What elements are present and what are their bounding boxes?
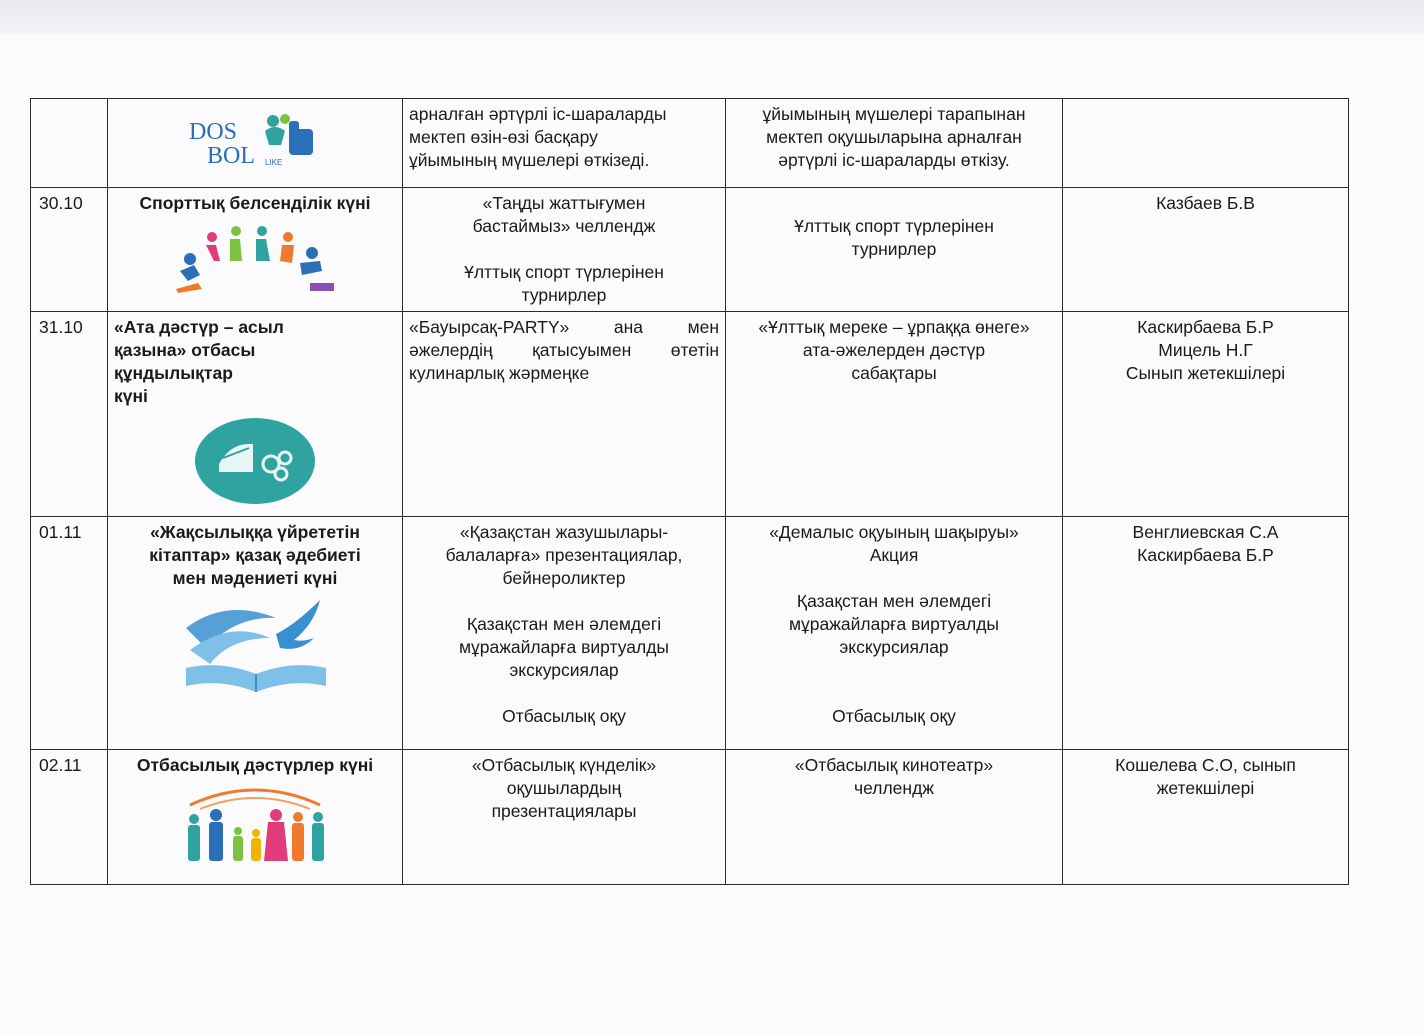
table-row	[31, 312, 1349, 517]
event-title-cell	[108, 312, 403, 517]
book-bird-icon	[180, 598, 330, 694]
activity-cell: Ұлттық спорт түрлерінен турнирлер	[726, 188, 1063, 312]
dos-bol-logo-icon	[185, 111, 325, 171]
scan-top-edge	[0, 0, 1424, 34]
table-row	[31, 517, 1349, 750]
activity-cell: арналған әртүрлі іс-шараларды мектеп өзін-өзі басқару ұйымының мүшелері өткізеді.	[403, 99, 726, 188]
date-cell: 31.10	[31, 312, 108, 517]
event-title: «Жақсылыққа үйрететін кітаптар» қазақ әдебиеті мен мәдениеті күні	[149, 522, 361, 588]
event-title-cell	[108, 517, 403, 750]
table-row	[31, 750, 1349, 885]
date-cell	[31, 99, 108, 188]
responsible-cell: Казбаев Б.В	[1063, 188, 1349, 312]
activity-cell: «Таңды жаттығумен бастаймыз» челлендж Ұлттық спорт түрлерінен турнирлер	[403, 188, 726, 312]
responsible-cell: Венглиевская С.А Каскирбаева Б.Р	[1063, 517, 1349, 750]
table-row	[31, 188, 1349, 312]
responsible-cell: Кошелева С.О, сынып жетекшілері	[1063, 750, 1349, 885]
activity-cell: «Бауырсақ-PARTY» ана мен әжелердің қатысуымен өтетін кулинарлық жәрмеңке	[403, 312, 726, 517]
family-icon	[180, 785, 330, 865]
activity-cell: «Отбасылық күнделік» оқушылардың презентациялары	[403, 750, 726, 885]
date-cell: 30.10	[31, 188, 108, 312]
event-title-cell	[108, 188, 403, 312]
responsible-cell	[1063, 99, 1349, 188]
responsible-cell: Каскирбаева Б.Р Мицель Н.Г Сынып жетекшілері	[1063, 312, 1349, 517]
activity-cell: «Ұлттық мереке – ұрпаққа өнеге» ата-әжелерден дәстүр сабақтары	[726, 312, 1063, 517]
event-title: Спорттық белсенділік күні	[139, 193, 371, 213]
event-title: «Ата дәстүр – асыл қазына» отбасы құндылықтар күні	[114, 317, 284, 406]
event-title-cell	[108, 750, 403, 885]
svg-text:DOS: DOS	[189, 119, 238, 145]
activity-cell: «Отбасылық кинотеатр» челлендж	[726, 750, 1063, 885]
activity-cell: «Қазақстан жазушылары- балаларға» презентациялар, бейнероликтер Қазақстан мен әлемдегі мұражайларға виртуалды экскурсиялар Отбасылық оқу	[403, 517, 726, 750]
activity-cell: «Демалыс оқуының шақыруы» Акция Қазақстан мен әлемдегі мұражайларға виртуалды экскурсиялар Отбасылық оқу	[726, 517, 1063, 750]
events-table	[30, 98, 1349, 885]
date-cell: 02.11	[31, 750, 108, 885]
yurt-ornament-icon	[193, 416, 317, 506]
svg-text:LIKE: LIKE	[265, 158, 283, 167]
date-cell: 01.11	[31, 517, 108, 750]
sport-figures-icon	[170, 223, 340, 299]
svg-text:BOL: BOL	[207, 143, 255, 169]
activity-cell: ұйымының мүшелері тарапынан мектеп оқушыларына арналған әртүрлі іс-шараларды өткізу.	[726, 99, 1063, 188]
table-row	[31, 99, 1349, 188]
event-title: Отбасылық дәстүрлер күні	[136, 755, 374, 775]
event-title-cell	[108, 99, 403, 188]
